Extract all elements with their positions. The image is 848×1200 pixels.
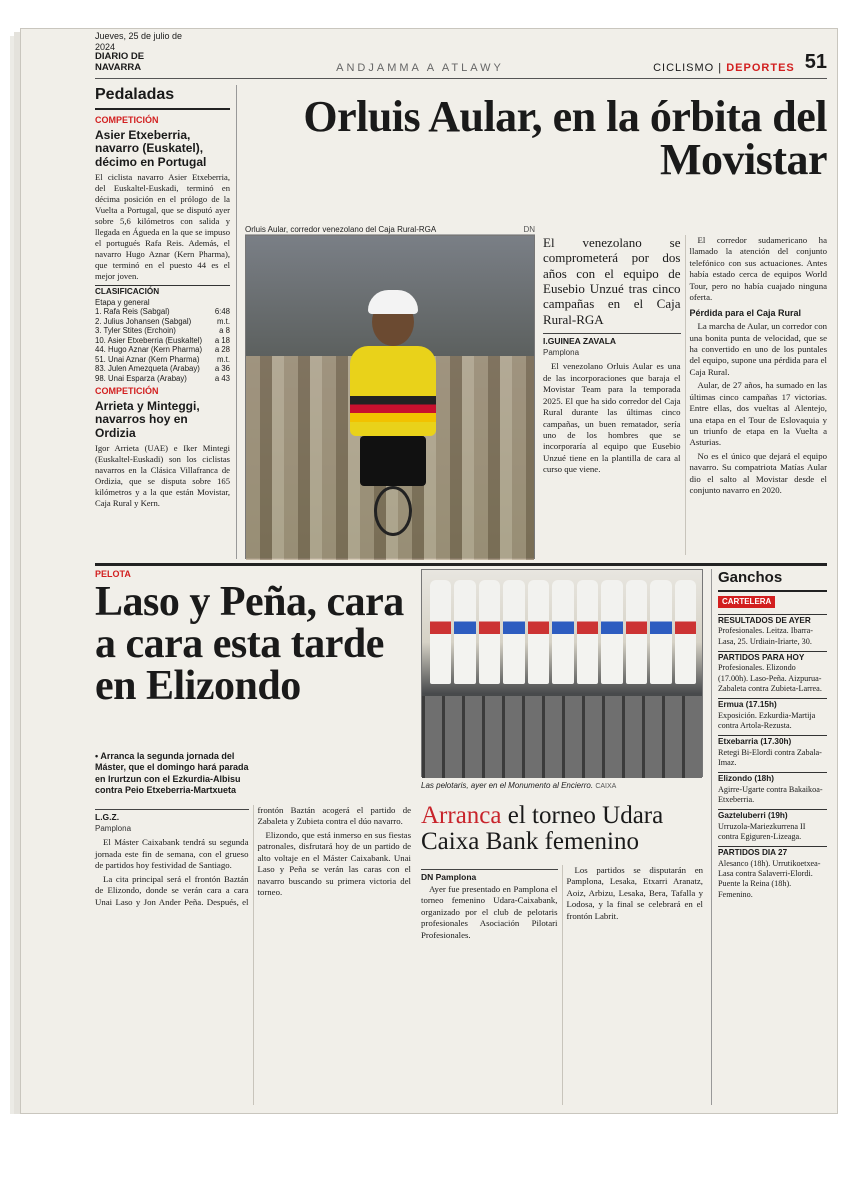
brief-text: El ciclista navarro Asier Etxeberria, del Euskaltel-Euskadi, terminó en décima posición en el prólogo de la Vuelta a Portugal, que se disputó ayer sobre 5,6 kilómetros con salida y llegada en Águeda en la que se impuso el portugués Rafa Reis. Además, el navarro Hugo Aznar (Kern Pharma), que terminó en el puesto 44 es el mejor joven. (95, 172, 230, 282)
cycling-main (245, 85, 827, 559)
ganchos-text: Profesionales. Elizondo (17.00h). Laso-Peña. Aizpurua-Zabaleta contra Zubieta-Larrea. (718, 663, 822, 693)
brief-headline: Asier Etxeberria, navarro (Euskatel), décimo en Portugal (95, 127, 207, 169)
results-subtitle (95, 298, 230, 308)
pelota-paragraph: Elizondo, que está inmerso en sus fiestas patronales, disfrutará hoy de un partido de alto voltaje en el Máster Caixabank. Unai Laso y Peña se verán las caras con el navarro buscando su primera victoria del torneo. (257, 829, 411, 897)
paper-name: DIARIO DE NAVARRA (95, 51, 145, 74)
brief-tag: COMPETICIÓN (95, 115, 159, 126)
pelota-headline: Laso y Peña, cara a cara esta tarde en Elizondo (95, 579, 404, 709)
udara-byline: DN Pamplona (421, 869, 558, 883)
result-name: 1. Rafa Reis (Sabgal) (95, 307, 170, 317)
result-row (95, 355, 230, 365)
ganchos-text: Alesanco (18h). Urrutikoetxea-Lasa contra Salaverri-Elordi. Puente la Reina (18h). Femenino. (718, 858, 821, 899)
result-name: 51. Unai Aznar (Kern Pharma) (95, 354, 200, 364)
player-shape (626, 580, 647, 684)
photo-caption (245, 225, 535, 235)
cycling-paragraph: El corredor sudamericano ha llamado la atención del conjunto telefónico con sus actuaciones. Antes había estado cerca de equipos World Tour, pero no había cuajado ninguna oferta. (689, 235, 827, 303)
pedaladas-title: Pedaladas (95, 85, 230, 110)
folio-kicker: ANDJAMMA A ATLAWY (336, 62, 504, 74)
result-row (95, 326, 230, 336)
ganchos-text: Agirre-Ugarte contra Bakaikoa-Etxeberria. (718, 784, 823, 804)
helmet-shape (368, 290, 418, 314)
player-shape (430, 580, 451, 684)
newspaper-sheet (20, 28, 838, 1114)
result-value: a 8 (219, 326, 230, 336)
section-ciclismo: CICLISMO (653, 62, 715, 74)
cycling-paragraph: No es el único que dejará el equipo navarro. Su compatriota Matías Aular dio el salto al Movistar desde el conjunto navarro en 2020. (689, 450, 827, 496)
pelota-caption-text: Las pelotaris, ayer en el Monumento al Encierro. (421, 781, 594, 790)
bike-wheel-shape (374, 486, 412, 536)
result-value: a 28 (214, 345, 230, 355)
cycling-headline: Orluis Aular, en la órbita del Movistar (303, 92, 827, 185)
player-shape (479, 580, 500, 684)
folio-date (95, 31, 187, 74)
jersey-stripe (350, 396, 436, 422)
folio-section: CICLISMO | DEPORTES (653, 62, 795, 74)
brief2-text: Igor Arrieta (UAE) e Iker Mintegi (Euskaltel-Euskadi) son los ciclistas navarros en la Clásica Villafranca de Ordizia, que se disputa sobre 165 kilómetros y a la que están Movistar, Caja Rural y Kern. (95, 443, 230, 509)
cycling-location: Pamplona (543, 348, 580, 358)
section-deportes: DEPORTES (726, 62, 795, 74)
rider-figure (338, 276, 448, 536)
result-row (95, 364, 230, 374)
cycling-body (543, 235, 827, 555)
pelota-paragraph: El Máster Caixabank tendrá su segunda jornada este fin de semana, con el grueso de partidos hoy festividad de Santiago. (95, 837, 249, 871)
cycling-subhead: Pérdida para el Caja Rural (689, 307, 802, 318)
player-shape (601, 580, 622, 684)
player-shape (552, 580, 573, 684)
pelota-paragraph: La cita principal será el frontón Baztán de Elizondo, donde se verán cara a cara Unai Laso y Jon Ander Peña. Después, el frontón Baztán acogerá el partido de Zabaleta y Zubieta contra el dúo navarro. (95, 805, 411, 907)
udara-paragraph: Los partidos se disputarán en Pamplona, Lesaka, Etxarri Aranatz, Aoiz, Arbizu, Lesaka, Bera, Tafalla y Lodosa, y la final se celebrará en el frontón Labrit. (566, 865, 703, 921)
ganchos-heading: Gazteluberri (19h) (718, 809, 827, 821)
player-shape (650, 580, 671, 684)
cycling-deck: El venezolano se comprometerá por dos años con el equipo de Eusebio Unzué tras cinco campañas en el Caja Rural-RGA (543, 235, 681, 327)
result-value: a 36 (214, 364, 230, 374)
pedaladas-column (95, 85, 237, 559)
cycling-byline: I.GUINEA ZAVALA (543, 333, 681, 347)
ganchos-text: Exposición. Ezkurdia-Martija contra Artola-Rezusta. (718, 710, 816, 730)
photo-credit: DN (523, 225, 535, 234)
udara-body (421, 865, 703, 1105)
page-number: 51 (804, 51, 827, 73)
scan-margin (0, 1114, 848, 1200)
railing-shape (422, 696, 702, 778)
ganchos-heading: Ermua (17.15h) (718, 698, 827, 710)
udara-headline-rest: el torneo Udara Caixa Bank femenino (421, 802, 664, 855)
ganchos-text: Urruzola-Mariezkurrena II contra Egiguren-Lizeaga. (718, 821, 806, 841)
pelota-byline: L.G.Z. (95, 809, 249, 823)
pelota-story (95, 569, 827, 1105)
cartelera-label: CARTELERA (718, 596, 775, 608)
result-row (95, 374, 230, 384)
ganchos-column (711, 569, 827, 1105)
cycling-paragraph: El venezolano Orluis Aular es una de las incorporaciones que baraja el Movistar Team para la temporada 2025. El que ha sido corredor del Caja Rural durante las últimas cinco campañas, un buen rematador, sería uno de los hombres que se incorporaría al equipo que Eusebio Unzué tiene en la plantilla de cara al curso que viene. (543, 361, 681, 475)
shorts-shape (360, 436, 426, 486)
page-content (95, 31, 827, 1105)
brief2-headline: Arrieta y Minteggi, navarros hoy en Ordizia (95, 398, 200, 440)
result-value: a 18 (214, 335, 230, 345)
result-row (95, 336, 230, 346)
ganchos-text: Retegi Bi-Elordi contra Zabala-Imaz. (718, 747, 822, 767)
result-name: 2. Julius Johansen (Sabgal) (95, 316, 192, 326)
ganchos-heading: PARTIDOS DIA 27 (718, 846, 827, 858)
cyclist-photo (245, 235, 535, 559)
udara-paragraph: Ayer fue presentado en Pamplona el torneo femenino Udara-Caixabank, organizado por el club de pelotaris profesionales Asociación Pilotari Profesionales. (421, 884, 558, 940)
player-shape (503, 580, 524, 684)
player-shape (675, 580, 696, 684)
player-shape (454, 580, 475, 684)
ganchos-heading: Elizondo (18h) (718, 772, 827, 784)
result-name: 98. Unai Esparza (Arabay) (95, 373, 187, 383)
jersey-shape (350, 346, 436, 436)
results-subtitle-text: Etapa y general (95, 297, 150, 307)
page-folio (95, 31, 827, 79)
pelotaris-photo (421, 569, 703, 777)
pelota-bullets (95, 751, 255, 799)
ganchos-text: Profesionales. Leitza. Ibarra-Lasa, 25. Urdiain-Iriarte, 30. (718, 626, 814, 646)
issue-date: Jueves, 25 de julio de 2024 (95, 31, 183, 52)
cycling-paragraph: La marcha de Aular, un corredor con una bonita punta de velocidad, que se ha convertido en uno de los puntales del equipo, supone una pérdida para el Caja Rural. (689, 321, 827, 377)
pelota-photo-caption (421, 781, 703, 790)
result-value: a 43 (214, 373, 230, 383)
result-value: 6:48 (214, 307, 230, 317)
result-row (95, 345, 230, 355)
players-group (430, 580, 696, 684)
pelota-photo-credit: CAIXA (595, 783, 617, 790)
ganchos-heading: Etxebarria (17.30h) (718, 735, 827, 747)
player-shape (528, 580, 549, 684)
udara-headline-red: Arranca (421, 802, 502, 829)
udara-headline (421, 803, 703, 854)
pelota-body (95, 805, 411, 1105)
results-title: CLASIFICACIÓN (95, 285, 230, 298)
result-name: 44. Hugo Aznar (Kern Pharma) (95, 345, 203, 355)
pelota-bullet: • Arranca la segunda jornada del Máster, que el domingo hará parada en Irurtzun con el Ezkurdia-Albisu contra Peio Etxeberria-Martxueta (95, 751, 249, 795)
result-value: m.t. (217, 316, 230, 326)
pelota-location: Pamplona (95, 824, 132, 834)
result-value: m.t. (217, 354, 230, 364)
result-row (95, 307, 230, 317)
results-table (95, 307, 230, 383)
result-name: 83. Julen Amezqueta (Arabay) (95, 364, 200, 374)
cycling-paragraph: Aular, de 27 años, ha sumado en las últimas cinco campañas 17 victorias. Entre ellas, dos vueltas al Alentejo, una etapa en el Tour de Eslovaquia y un triunfo de etapa en la Vuelta a Asturias. (689, 380, 827, 448)
ganchos-heading: PARTIDOS PARA HOY (718, 651, 827, 663)
section-divider (95, 563, 827, 566)
result-row (95, 317, 230, 327)
caption-text: Orluis Aular, corredor venezolano del Caja Rural-RGA (245, 225, 437, 234)
pelota-section-label: PELOTA (95, 569, 131, 579)
cycling-story (95, 85, 827, 559)
ganchos-title: Ganchos (718, 569, 827, 592)
brief2-tag: COMPETICIÓN (95, 386, 159, 397)
result-name: 10. Asier Etxeberria (Euskaltel) (95, 335, 203, 345)
result-name: 3. Tyler Stites (Erchoin) (95, 326, 176, 336)
ganchos-heading: RESULTADOS DE AYER (718, 614, 827, 626)
player-shape (577, 580, 598, 684)
